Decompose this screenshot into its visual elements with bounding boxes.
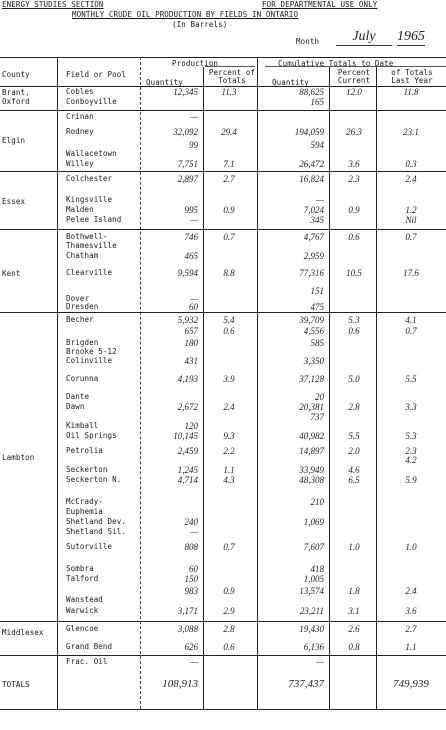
- column-header-cum-quantity: Quantity: [272, 78, 309, 87]
- field-name: Shetland Dev.: [66, 517, 126, 526]
- percent-current: 0.6: [348, 232, 360, 242]
- column-header-quantity: Quantity: [146, 78, 183, 87]
- percent-current: 26.3: [346, 127, 362, 137]
- departmental-use-notice: FOR DEPARTMENTAL USE ONLY: [262, 0, 378, 9]
- production-quantity: 240: [184, 517, 198, 527]
- field-name: Bothwell-: [66, 232, 108, 241]
- production-quantity: 150: [184, 574, 198, 584]
- percent-of-totals: 2.2: [223, 446, 235, 456]
- percent-last-year: 5.3: [405, 431, 417, 441]
- county-brant-oxford: Brant, Oxford: [2, 88, 30, 106]
- cumulative-quantity: 40,982: [299, 431, 324, 441]
- cumulative-quantity: 20,381: [299, 402, 324, 412]
- production-quantity: 626: [184, 642, 198, 652]
- percent-last-year: 17.6: [403, 268, 419, 278]
- table-row: [0, 315, 446, 325]
- table-row: [0, 657, 446, 667]
- table-row: [0, 392, 446, 402]
- field-name: Clearville: [66, 268, 113, 277]
- field-name: Rodney: [66, 127, 94, 136]
- percent-last-year: 11.8: [403, 87, 419, 97]
- field-name: Crinan: [66, 112, 94, 121]
- table-row: [0, 517, 446, 527]
- production-quantity: 60: [189, 302, 198, 312]
- table-row: [0, 112, 446, 122]
- percent-last-year: 0.3: [405, 159, 417, 169]
- cumulative-quantity: 737,437: [288, 678, 324, 690]
- percent-current: 5.5: [348, 431, 360, 441]
- table-row: [0, 527, 446, 537]
- table-row: [0, 174, 446, 184]
- percent-of-totals: 2.8: [223, 624, 235, 634]
- cumulative-quantity: 14,897: [299, 446, 324, 456]
- percent-last-year: 5.5: [405, 374, 417, 384]
- cumulative-quantity: 33,949: [299, 465, 324, 475]
- field-name: Glencoe: [66, 624, 99, 633]
- county-essex: Essex: [2, 197, 26, 206]
- totals-row: [0, 678, 446, 692]
- column-header-percent-totals: Percent of Totals: [208, 68, 256, 85]
- field-name: Wanstead: [66, 595, 103, 604]
- production-quantity: 4,714: [177, 475, 198, 485]
- field-name: Wallacetown: [66, 149, 117, 158]
- production-quantity: 983: [184, 586, 198, 596]
- table-row: [0, 624, 446, 634]
- field-name: Colinville: [66, 356, 113, 365]
- production-quantity: —: [189, 112, 198, 122]
- percent-last-year: 4.1: [405, 315, 417, 325]
- production-quantity: 99: [189, 140, 198, 150]
- county-totals: TOTALS: [2, 680, 30, 689]
- production-quantity: 2,897: [177, 174, 198, 184]
- production-quantity: 10,145: [173, 431, 198, 441]
- percent-current: 12.0: [346, 87, 362, 97]
- production-quantity: —: [189, 527, 198, 537]
- field-name: Seckerton: [66, 465, 108, 474]
- percent-current: 1.0: [348, 542, 360, 552]
- field-name: Corunna: [66, 374, 99, 383]
- percent-of-totals: 5.4: [223, 315, 235, 325]
- table-row: [0, 326, 446, 336]
- table-row: [0, 97, 446, 107]
- year-value: 1965: [397, 29, 425, 44]
- field-name: Brigden: [66, 338, 99, 347]
- field-name: Shetland Sil.: [66, 527, 126, 536]
- field-name: Talford: [66, 574, 99, 583]
- percent-of-totals: 3.9: [223, 374, 235, 384]
- cumulative-quantity: 1,069: [303, 517, 324, 527]
- production-quantity: 2,459: [177, 446, 198, 456]
- table-row: [0, 302, 446, 312]
- table-row: [0, 127, 446, 137]
- percent-current: 5.3: [348, 315, 360, 325]
- field-name: Sutorville: [66, 542, 113, 551]
- production-quantity: 4,193: [177, 374, 198, 384]
- production-quantity: 2,672: [177, 402, 198, 412]
- percent-last-year: 2.7: [405, 624, 417, 634]
- cumulative-quantity: 194,059: [294, 127, 324, 137]
- production-quantity: 808: [184, 542, 198, 552]
- cumulative-quantity: 3,350: [303, 356, 324, 366]
- cumulative-quantity: 7,024: [303, 205, 324, 215]
- percent-of-totals: 0.9: [223, 586, 235, 596]
- percent-last-year: 1.0: [405, 542, 417, 552]
- table-row: [0, 87, 446, 97]
- production-quantity: —: [189, 294, 198, 304]
- percent-of-totals: 0.6: [223, 326, 235, 336]
- table-row: [0, 421, 446, 431]
- field-name: Chatham: [66, 251, 99, 260]
- column-header-county: County: [2, 70, 30, 79]
- table-row: [0, 465, 446, 475]
- table-row: [0, 475, 446, 485]
- percent-of-totals: 7.1: [223, 159, 235, 169]
- cumulative-quantity: 2,959: [303, 251, 324, 261]
- field-name: Frac. Oil: [66, 657, 108, 666]
- percent-current: 2.6: [348, 624, 360, 634]
- section-heading: ENERGY STUDIES SECTION: [2, 0, 104, 9]
- production-quantity: 657: [184, 326, 198, 336]
- table-row: [0, 251, 446, 261]
- percent-last-year: 3.6: [405, 606, 417, 616]
- percent-last-year: 749,939: [393, 678, 429, 690]
- percent-current: 1.8: [348, 586, 360, 596]
- percent-last-year: 3.3: [405, 402, 417, 412]
- county-middlesex: Middlesex: [2, 628, 44, 637]
- production-quantity: —: [189, 215, 198, 225]
- column-header-field: Field or Pool: [66, 70, 126, 79]
- table-row: [0, 606, 446, 616]
- field-name: Malden: [66, 205, 94, 214]
- cumulative-quantity: 16,824: [299, 174, 324, 184]
- month-label: Month: [296, 37, 320, 46]
- field-name: Dresden: [66, 302, 99, 311]
- production-quantity: 3,088: [177, 624, 198, 634]
- column-header-last-year: of Totals Last Year: [391, 68, 433, 85]
- table-row: [0, 374, 446, 384]
- percent-current: 3.1: [348, 606, 360, 616]
- cumulative-quantity: 23,211: [299, 606, 324, 616]
- cumulative-quantity: 151: [310, 286, 324, 296]
- production-quantity: 465: [184, 251, 198, 261]
- document-title: MONTHLY CRUDE OIL PRODUCTION BY FIELDS IN ONTARIO: [72, 10, 299, 19]
- cumulative-quantity: 88,625: [299, 87, 324, 97]
- field-name: Cobles: [66, 87, 94, 96]
- table-row: [0, 402, 446, 412]
- percent-current: 5.0: [348, 374, 360, 384]
- production-quantity: 180: [184, 338, 198, 348]
- percent-current: 0.8: [348, 642, 360, 652]
- production-quantity: 120: [184, 421, 198, 431]
- cumulative-quantity: —: [315, 657, 324, 667]
- percent-of-totals: 1.1: [223, 465, 235, 475]
- production-quantity: 1,245: [177, 465, 198, 475]
- production-quantity: 7,751: [177, 159, 198, 169]
- percent-of-totals: 8.8: [223, 268, 235, 278]
- percent-current: 2.0: [348, 446, 360, 456]
- production-quantity: 9,594: [177, 268, 198, 278]
- field-name: Conboyville: [66, 97, 117, 106]
- percent-last-year: Nil: [405, 215, 417, 225]
- county-lambton: Lambton: [2, 453, 35, 462]
- cumulative-quantity: 737: [310, 412, 324, 422]
- percent-last-year: 0.7: [405, 326, 417, 336]
- production-quantity: 108,913: [162, 678, 198, 690]
- percent-of-totals: 2.4: [223, 402, 235, 412]
- percent-current: 6.5: [348, 475, 360, 485]
- percent-last-year: 0.7: [405, 232, 417, 242]
- unit-note: (In Barrels): [172, 20, 228, 29]
- percent-of-totals: 4.3: [223, 475, 235, 485]
- cumulative-quantity: 6,136: [303, 642, 324, 652]
- percent-last-year: 2.4: [405, 586, 417, 596]
- table-row: [0, 507, 446, 517]
- percent-last-year: 23.1: [403, 127, 419, 137]
- cumulative-quantity: —: [315, 195, 324, 205]
- table-row: [0, 215, 446, 225]
- percent-of-totals: 11.3: [221, 87, 237, 97]
- percent-last-year: 1.1: [405, 642, 417, 652]
- table-row: [0, 195, 446, 205]
- production-quantity: —: [189, 657, 198, 667]
- table-row: [0, 455, 446, 465]
- percent-of-totals: 2.9: [223, 606, 235, 616]
- field-name: Willey: [66, 159, 94, 168]
- percent-of-totals: 0.7: [223, 232, 235, 242]
- field-name: Seckerton N.: [66, 475, 122, 484]
- percent-current: 2.8: [348, 402, 360, 412]
- table-row: [0, 268, 446, 278]
- percent-current: 0.6: [348, 326, 360, 336]
- column-header-percent-current: Percent Current: [337, 68, 371, 85]
- table-row: [0, 564, 446, 574]
- table-row: [0, 159, 446, 169]
- field-name: Kimball: [66, 421, 99, 430]
- table-row: [0, 574, 446, 584]
- percent-last-year: 4.2: [405, 455, 417, 465]
- field-name: Dante: [66, 392, 90, 401]
- percent-current: 2.3: [348, 174, 360, 184]
- percent-current: 3.6: [348, 159, 360, 169]
- column-header-production: Production: [172, 59, 219, 68]
- table-row: [0, 356, 446, 366]
- field-name: Oil Springs: [66, 431, 117, 440]
- percent-of-totals: 2.7: [223, 174, 235, 184]
- cumulative-quantity: 165: [310, 97, 324, 107]
- cumulative-quantity: 4,767: [303, 232, 324, 242]
- field-name: Euphemia: [66, 507, 103, 516]
- percent-current: 0.9: [348, 205, 360, 215]
- percent-of-totals: 29.4: [221, 127, 237, 137]
- field-name: Thamesville: [66, 241, 117, 250]
- table-row: [0, 595, 446, 605]
- percent-of-totals: 9.3: [223, 431, 235, 441]
- cumulative-quantity: 37,128: [299, 374, 324, 384]
- cumulative-quantity: 4,556: [303, 326, 324, 336]
- field-name: Dover: [66, 294, 90, 303]
- cumulative-quantity: 594: [310, 140, 324, 150]
- cumulative-quantity: 20: [315, 392, 324, 402]
- percent-current: 10.5: [346, 268, 362, 278]
- percent-of-totals: 0.6: [223, 642, 235, 652]
- month-value: July: [336, 29, 392, 46]
- table-row: [0, 241, 446, 251]
- table-row: [0, 542, 446, 552]
- production-quantity: 5,932: [177, 315, 198, 325]
- field-name: McCrady-: [66, 497, 103, 506]
- cumulative-quantity: 210: [310, 497, 324, 507]
- field-name: Colchester: [66, 174, 113, 183]
- field-name: Petrolia: [66, 446, 103, 455]
- percent-last-year: 1.2: [405, 205, 417, 215]
- cumulative-quantity: 19,430: [299, 624, 324, 634]
- field-name: Dawn: [66, 402, 85, 411]
- cumulative-quantity: 585: [310, 338, 324, 348]
- table-row: [0, 149, 446, 159]
- percent-last-year: 2.3: [405, 446, 417, 456]
- cumulative-quantity: 1,005: [303, 574, 324, 584]
- cumulative-quantity: 13,574: [299, 586, 324, 596]
- table-row: [0, 205, 446, 215]
- cumulative-quantity: 48,308: [299, 475, 324, 485]
- production-quantity: 746: [184, 232, 198, 242]
- field-name: Sombra: [66, 564, 94, 573]
- table-row: [0, 642, 446, 652]
- field-name: Pelee Island: [66, 215, 122, 224]
- column-header-cumulative: Cumulative Totals to Date: [278, 59, 394, 68]
- cumulative-quantity: 475: [310, 302, 324, 312]
- production-quantity: 60: [189, 564, 198, 574]
- field-name: Warwick: [66, 606, 99, 615]
- percent-of-totals: 0.9: [223, 205, 235, 215]
- cumulative-quantity: 7,607: [303, 542, 324, 552]
- percent-last-year: 5.9: [405, 475, 417, 485]
- county-kent: Kent: [2, 269, 21, 278]
- cumulative-quantity: 77,316: [299, 268, 324, 278]
- cumulative-quantity: 418: [310, 564, 324, 574]
- field-name: Becher: [66, 315, 94, 324]
- cumulative-quantity: 345: [310, 215, 324, 225]
- cumulative-quantity: 39,709: [299, 315, 324, 325]
- county-elgin: Elgin: [2, 136, 26, 145]
- percent-last-year: 2.4: [405, 174, 417, 184]
- production-quantity: 995: [184, 205, 198, 215]
- field-name: Brooke 5-12: [66, 347, 117, 356]
- production-quantity: 431: [184, 356, 198, 366]
- production-quantity: 32,092: [173, 127, 198, 137]
- table-row: [0, 497, 446, 507]
- field-name: Kingsville: [66, 195, 113, 204]
- field-name: Grand Bend: [66, 642, 113, 651]
- cumulative-quantity: 26,472: [299, 159, 324, 169]
- production-quantity: 12,345: [173, 87, 198, 97]
- percent-current: 4.6: [348, 465, 360, 475]
- production-quantity: 3,171: [177, 606, 198, 616]
- percent-of-totals: 0.7: [223, 542, 235, 552]
- table-row: [0, 431, 446, 441]
